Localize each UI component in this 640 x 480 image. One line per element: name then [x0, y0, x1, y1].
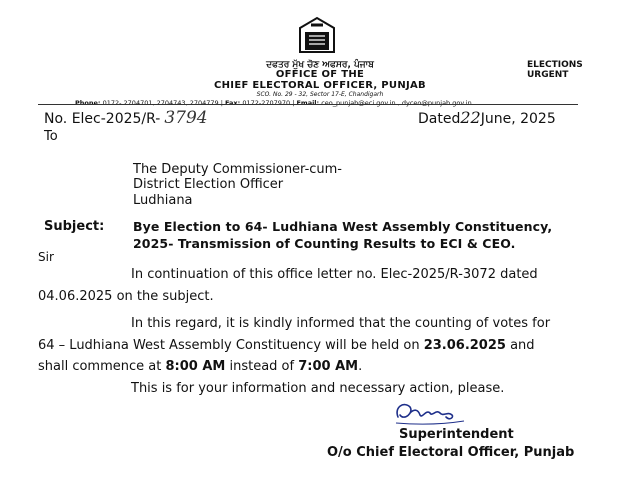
election-logo-icon — [296, 14, 338, 56]
dated-rest: June, 2025 — [480, 111, 556, 127]
subject-line-1: Bye Election to 64- Ludhiana West Assembly Constituency, — [133, 219, 553, 234]
para2-line2 — [38, 338, 535, 353]
subject-line-2: 2025- Transmission of Counting Results to ECI & CEO. — [133, 236, 516, 251]
para2-line2-text: 64 – Ludhiana West Assembly Constituency will be held on — [38, 338, 424, 353]
header-office-of-the: OFFICE OF THE — [275, 69, 365, 80]
urgent-line-1: ELECTIONS — [527, 60, 583, 70]
header-divider — [38, 104, 578, 105]
to-label: To — [44, 129, 58, 144]
urgent-line-2: URGENT — [527, 70, 569, 80]
signatory-office: O/o Chief Electoral Officer, Punjab — [327, 445, 575, 460]
contact-line: Phone: 0172- 2704701, 2704743, 2704779 | Fax: 0172-2707970 | Email: ceo_punjab@eci.gov.in , dyceo@punjab.gov.in — [75, 99, 472, 107]
header-punjabi-title: ਦਫਤਰ ਮੁੱਖ ਚੋਣ ਅਫਸਰ, ਪੰਜਾਬ — [266, 60, 374, 70]
letter-number — [44, 108, 208, 128]
para2-line3-end: . — [358, 359, 363, 374]
phone-value: 0172- 2704701, 2704743, 2704779 — [102, 99, 219, 107]
new-start-time: 8:00 AM — [165, 359, 226, 374]
fax-label: Fax: — [224, 99, 241, 107]
email-value: ceo_punjab@eci.gov.in , dyceo@punjab.gov.in — [321, 99, 472, 107]
para1-line1: In continuation of this office letter no. Elec-2025/R-3072 dated — [131, 267, 538, 282]
header-address: SCO. No. 29 - 32, Sector 17-E, Chandigarh — [256, 91, 384, 98]
counting-date: 23.06.2025 — [423, 338, 506, 353]
fax-value: 0172-2707970 — [242, 99, 291, 107]
signatory-designation: Superintendent — [399, 427, 514, 442]
salutation: Sir — [38, 250, 54, 264]
para2-line1: In this regard, it is kindly informed that the counting of votes for — [131, 316, 551, 331]
letter-date — [418, 108, 556, 127]
para3: This is for your information and necessary action, please. — [131, 381, 505, 396]
old-start-time: 7:00 AM — [298, 359, 359, 374]
handwritten-signature — [390, 397, 470, 431]
para1-line2: 04.06.2025 on the subject. — [38, 289, 214, 304]
para2-line2-end: and — [505, 338, 535, 353]
phone-label: Phone: — [75, 99, 101, 107]
para2-line3 — [38, 359, 362, 374]
header-office-name: CHIEF ELECTORAL OFFICER, PUNJAB — [214, 80, 426, 91]
addressee-line-2: District Election Officer — [133, 177, 284, 192]
urgent-stamp — [527, 60, 583, 80]
letter-number-handwritten: 3794 — [164, 108, 208, 128]
letter-number-prefix: No. Elec-2025/R- — [44, 111, 161, 127]
email-label: Email: — [296, 99, 320, 107]
para2-line3-mid: instead of — [225, 359, 299, 374]
addressee-line-1: The Deputy Commissioner-cum- — [133, 162, 342, 177]
dated-label: Dated — [418, 111, 461, 127]
dated-day-handwritten: 22 — [460, 108, 481, 127]
subject-label: Subject: — [44, 219, 105, 234]
addressee-line-3: Ludhiana — [133, 193, 193, 208]
para2-line3-start: shall commence at — [38, 359, 166, 374]
